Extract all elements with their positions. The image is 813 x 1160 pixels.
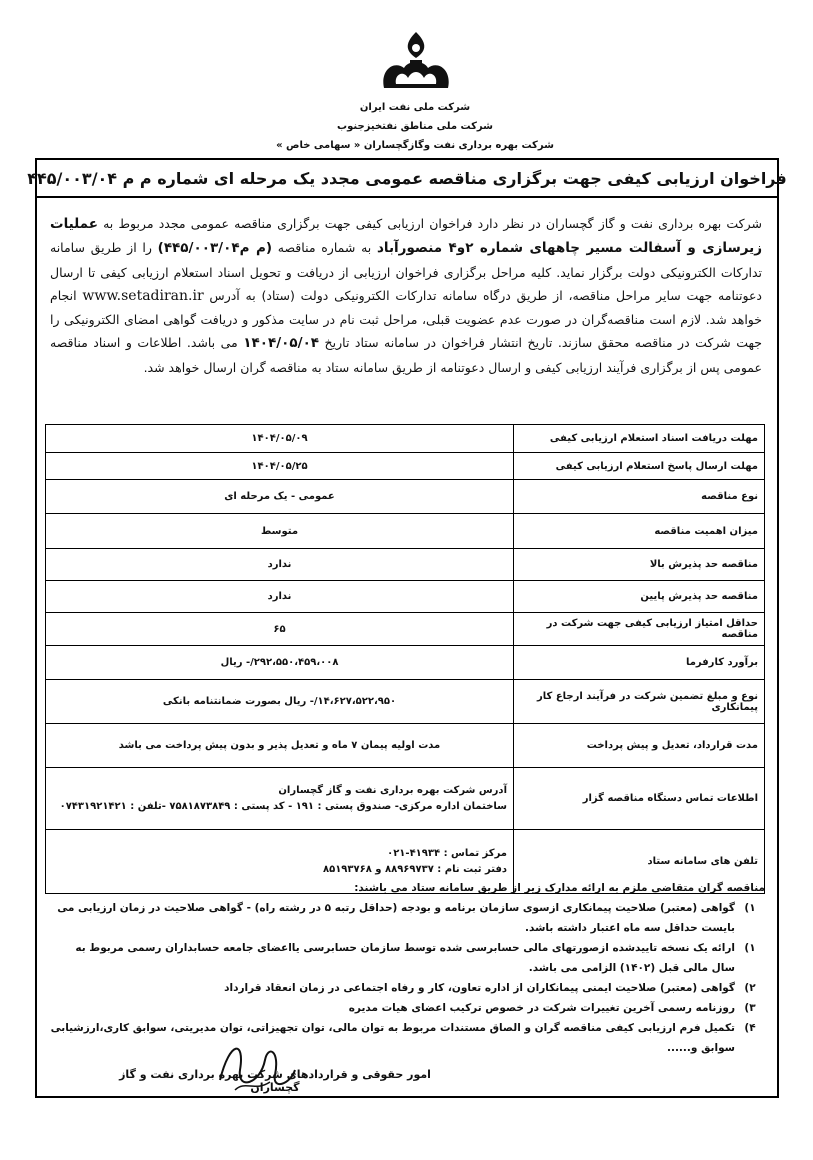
row-label: مناقصه حد پذیرش پایین [514, 581, 765, 613]
intro-text: شرکت بهره برداری نفت و گاز گچساران در نظر دارد فراخوان ارزیابی کیفی جهت برگزاری مناقصه عمومی مجدد مربوط به [97, 216, 762, 231]
phone-line: دفتر ثبت نام : ۸۸۹۶۹۷۳۷ و ۸۵۱۹۳۷۶۸ [322, 863, 507, 875]
intro-text: انجام خواهد شد. لازم است مناقصه‌گران در صورت عدم عضویت قبلی، مراحل ثبت نام در سایت مذکور و دریافت گواهی امضای الکترونیکی را جهت شرکت در مناقصه محقق سازند. تاریخ انتشار فراخوان در سامانه ستاد تاریخ [50, 287, 762, 351]
list-item [49, 938, 765, 978]
row-value: متوسط [46, 514, 514, 549]
main-content-box [35, 198, 779, 1098]
row-value: ۱۴۰۴/۰۵/۰۹ [46, 425, 514, 453]
row-value: ندارد [46, 549, 514, 581]
contact-value [46, 768, 514, 830]
table-row [46, 425, 765, 453]
table-row [46, 453, 765, 480]
row-value: ۶۵ [46, 613, 514, 646]
item-text: روزنامه رسمی آخرین تغییرات شرکت در خصوص ترکیب اعضای هیات مدیره [348, 1002, 735, 1014]
row-value: ندارد [46, 581, 514, 613]
item-text: ارائه یک نسخه تاییدشده ازصورتهای مالی حسابرسی شده توسط سازمان حسابرسی یااعضای جامعه حسابداران رسمی مربوط به سال مالی قبل (۱۴۰۲) الزامی می باشد. [75, 942, 735, 974]
table-row [46, 768, 765, 830]
nioc-logo-icon [376, 30, 456, 96]
intro-text: به شماره مناقصه [272, 240, 377, 256]
list-item [49, 978, 765, 998]
row-label: برآورد کارفرما [514, 646, 765, 680]
footer-signature: امور حقوقی و قراردادهای شرکت بهره برداری نفت و گاز گچساران [119, 1068, 431, 1094]
table-row [46, 724, 765, 768]
list-item [49, 998, 765, 1018]
table-row [46, 480, 765, 514]
table-row [46, 646, 765, 680]
row-label: مدت قرارداد، تعدیل و پیش پرداخت [514, 724, 765, 768]
tender-number: (م م۴۴۵/۰۰۳/۰۴) [157, 240, 273, 257]
setad-url-link[interactable]: www.setadiran.ir [82, 287, 204, 304]
row-label: مهلت ارسال پاسخ استعلام ارزیابی کیفی [514, 453, 765, 480]
row-value: عمومی - یک مرحله ای [46, 480, 514, 514]
row-value: مدت اولیه پیمان ۷ ماه و تعدیل پذیر و بدون پیش پرداخت می باشد [46, 724, 514, 768]
required-documents [49, 878, 765, 1058]
publish-date: ۱۴۰۴/۰۵/۰۴ [243, 335, 320, 352]
item-number: ۱) [744, 942, 756, 954]
intro-paragraph [50, 212, 762, 379]
tender-info-table [45, 424, 765, 894]
page-title: فراخوان ارزیابی کیفی جهت برگزاری مناقصه عمومی مجدد یک مرحله ای شماره م م ۴۴۵/۰۰۳/۰۴ [35, 158, 779, 198]
table-row [46, 680, 765, 724]
row-label: نوع مناقصه [514, 480, 765, 514]
intro-text: می باشد. اطلاعات و اسناد مناقصه عمومی پس از برگزاری فرآیند ارزیابی کیفی و ارسال دعوتنامه از طریق سامانه ستاد به مناقصه گران ارسال خواهد شد. [50, 335, 762, 375]
row-label: میزان اهمیت مناقصه [514, 514, 765, 549]
company-line: شرکت بهره برداری نفت وگازگچساران « سهامی خاص » [276, 140, 554, 151]
row-label: نوع و مبلغ تضمین شرکت در فرآیند ارجاع کار پیمانکاری [514, 680, 765, 724]
company-header [250, 98, 580, 155]
table-row [46, 549, 765, 581]
row-value: ۱۴،۶۲۷،۵۲۲،۹۵۰/- ریال بصورت ضمانتنامه بانکی [46, 680, 514, 724]
row-value: ۱۴۰۴/۰۵/۲۵ [46, 453, 514, 480]
table-row [46, 581, 765, 613]
item-number: ۴) [744, 1022, 756, 1034]
documents-intro: مناقصه گران متقاضی ملزم به ارائه مدارک زیر از طریق سامانه ستاد می باشند: [354, 882, 765, 894]
row-label: مهلت دریافت اسناد استعلام ارزیابی کیفی [514, 425, 765, 453]
row-value: ۲۹۲،۵۵۰،۴۵۹،۰۰۸/- ریال [46, 646, 514, 680]
list-item [49, 1018, 765, 1058]
project-name: عملیات زیرسازی و آسفالت مسیر چاههای شماره ۲و۴ منصورآباد [50, 216, 762, 257]
item-number: ۲) [744, 982, 756, 994]
company-logo [366, 30, 466, 96]
row-label: حداقل امتیاز ارزیابی کیفی جهت شرکت در مناقصه [514, 613, 765, 646]
item-text: تکمیل فرم ارزیابی کیفی مناقصه گران و الصاق مستندات مربوط به توان مالی، توان تجهیزاتی، توان مدیریتی، سوابق کاری،ارزشیابی سوابق و...... [50, 1022, 735, 1054]
item-number: ۳) [744, 1002, 756, 1014]
company-line: شرکت ملی مناطق نفتخیزجنوب [337, 121, 493, 132]
table-row [46, 514, 765, 549]
row-label: تلفن های سامانه ستاد [514, 830, 765, 894]
table-row [46, 613, 765, 646]
row-label: اطلاعات تماس دستگاه مناقصه گزار [514, 768, 765, 830]
phone-line: مرکز تماس : ۴۱۹۳۴-۰۲۱ [387, 847, 507, 859]
item-text: گواهی (معتبر) صلاحیت ایمنی پیمانکاران از اداره تعاون، کار و رفاه اجتماعی در زمان انعقاد قرارداد [224, 982, 735, 994]
contact-line: آدرس شرکت بهره برداری نفت و گاز گچساران [278, 784, 507, 796]
row-label: مناقصه حد پذیرش بالا [514, 549, 765, 581]
company-line: شرکت ملی نفت ایران [359, 102, 471, 113]
intro-text: را از طریق سامانه تدارکات الکترونیکی دولت برگزار نماید. کلیه مراحل برگزاری فراخوان ارزیابی از دریافت و تحویل اسناد استعلام ارزیابی کیفی تا ارسال دعوتنامه جهت سایر مراحل مناقصه، از طریق درگاه سامانه تدارکات الکترونیکی دولت (ستاد) به آدرس [50, 240, 762, 303]
list-item [49, 898, 765, 938]
contact-line: ساختمان اداره مرکزی- صندوق پستی : ۱۹۱ - کد پستی : ۷۵۸۱۸۷۳۸۴۹ -تلفن : ۰۷۴۳۱۹۲۱۴۲۱ [59, 800, 507, 812]
item-number: ۱) [744, 902, 756, 914]
item-text: گواهی (معتبر) صلاحیت پیمانکاری ازسوی سازمان برنامه و بودجه (حداقل رتبه ۵ در رشته راه) - گواهی صلاحیت در زمان ارزیابی می بایست حداقل سه ماه اعتبار داشته باشد. [57, 902, 735, 934]
